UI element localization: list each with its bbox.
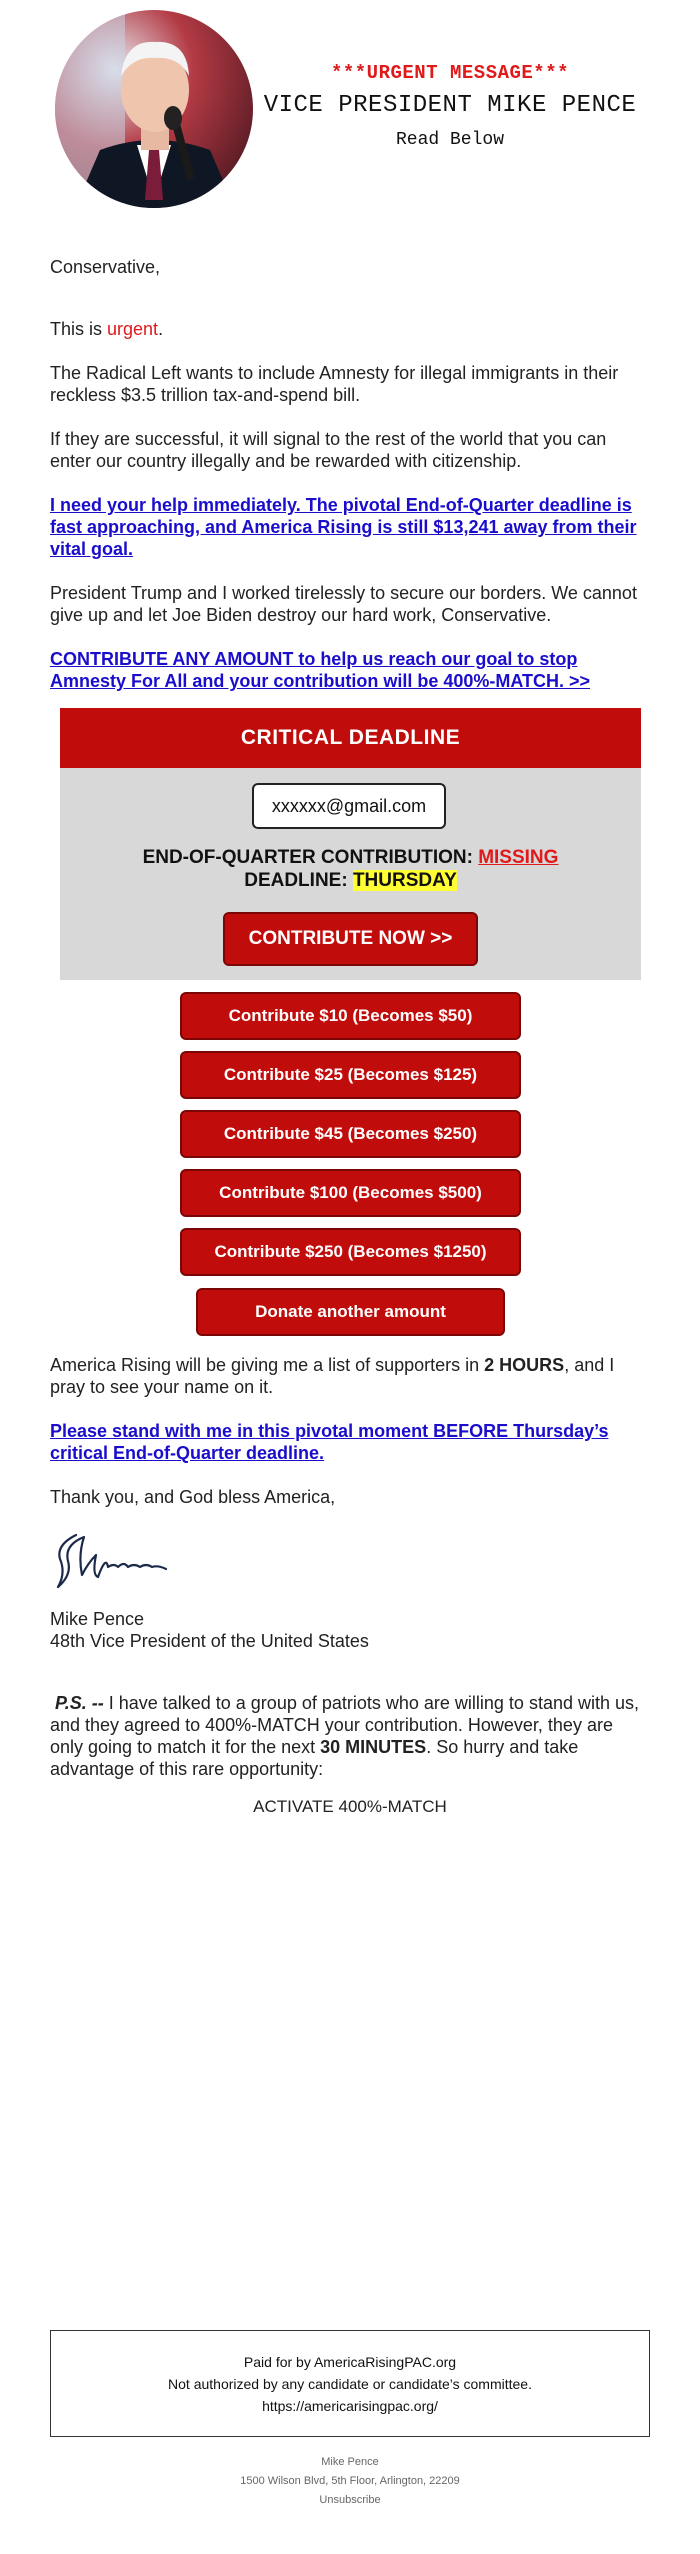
signature-name: Mike Pence	[50, 1609, 145, 1629]
mike-pence-portrait	[55, 10, 253, 208]
contribution-status-line	[60, 847, 641, 869]
signature-title: 48th Vice President of the United States	[50, 1631, 369, 1651]
paid-for-line: Paid for by AmericaRisingPAC.org	[243, 2353, 457, 2370]
urgent-prefix: This is	[50, 319, 108, 339]
stand-with-me-link[interactable]: Please stand with me in this pivotal moment BEFORE Thursday’s critical End-of-Quarter deadline.	[50, 1421, 609, 1463]
footer-address: 1500 Wilson Blvd, 5th Floor, Arlington, 22209	[240, 2475, 460, 2487]
urgent-message-heading: ***URGENT MESSAGE***	[330, 62, 570, 84]
list-text-post: , and I pray to see your name on it.	[50, 1355, 615, 1397]
email-field[interactable]: xxxxxx@gmail.com	[252, 783, 446, 829]
contribution-label: END-OF-QUARTER CONTRIBUTION:	[142, 847, 479, 868]
contribute-45-button[interactable]: Contribute $45 (Becomes $250)	[180, 1110, 521, 1158]
read-below-label: Read Below	[395, 130, 505, 150]
sender-name-heading: VICE PRESIDENT MIKE PENCE	[263, 92, 637, 119]
ps-text-post: . So hurry and take advantage of this rare opportunity:	[50, 1737, 579, 1779]
ps-paragraph	[50, 1692, 650, 1780]
paragraph-trump: President Trump and I worked tirelessly to secure our borders. We cannot give up and let Joe Biden destroy our hard work, Conservative.	[50, 583, 637, 625]
contribute-100-button[interactable]: Contribute $100 (Becomes $500)	[180, 1169, 521, 1217]
contribute-250-button[interactable]: Contribute $250 (Becomes $1250)	[180, 1228, 521, 1276]
ps-text-pre: I have talked to a group of patriots who are willing to stand with us, and they agreed to 400%-MATCH your contribution. However, they are only going to match it for the next	[50, 1693, 640, 1757]
paragraph-amnesty: The Radical Left wants to include Amnesty for illegal immigrants in their reckless $3.5 trillion tax-and-spend bill.	[50, 363, 619, 405]
ps-text-bold: 30 MINUTES	[320, 1737, 427, 1757]
deadline-label: DEADLINE:	[244, 870, 353, 891]
contribute-link-wrap	[50, 648, 650, 692]
paragraph-signal: If they are successful, it will signal to the rest of the world that you can enter our country illegally and be rewarded with citizenship.	[50, 429, 607, 471]
contribute-25-button[interactable]: Contribute $25 (Becomes $125)	[180, 1051, 521, 1099]
not-authorized-line: Not authorized by any candidate or candidate’s committee.	[168, 2375, 532, 2392]
thanks-line: Thank you, and God bless America,	[50, 1487, 336, 1507]
ps-label: P.S. --	[55, 1693, 104, 1713]
contribution-status: MISSING	[478, 847, 559, 868]
contribute-any-amount-link[interactable]: CONTRIBUTE ANY AMOUNT to help us reach our goal to stop Amnesty For All and your contribution will be 400%-MATCH. >>	[50, 649, 591, 691]
list-text-pre: America Rising will be giving me a list of supporters in	[50, 1355, 485, 1375]
help-link[interactable]: I need your help immediately. The pivotal End-of-Quarter deadline is fast approaching, and America Rising is still $13,241 away from their vital goal.	[50, 495, 637, 559]
list-text-bold: 2 HOURS	[484, 1355, 565, 1375]
signature-image	[48, 1525, 178, 1595]
supporters-list-paragraph	[50, 1354, 650, 1398]
critical-deadline-title: CRITICAL DEADLINE	[60, 708, 641, 768]
help-link-wrap	[50, 494, 650, 560]
stand-link-wrap	[50, 1420, 650, 1464]
unsubscribe-link[interactable]: Unsubscribe	[319, 2494, 381, 2506]
urgent-word: urgent	[107, 319, 159, 339]
pac-url[interactable]: https://americarisingpac.org/	[262, 2397, 438, 2414]
footer-sender: Mike Pence	[321, 2456, 379, 2468]
deadline-line	[60, 870, 641, 892]
contribute-10-button[interactable]: Contribute $10 (Becomes $50)	[180, 992, 521, 1040]
disclaimer-box	[50, 2330, 650, 2437]
urgent-suffix: .	[158, 319, 164, 339]
donate-another-amount-button[interactable]: Donate another amount	[196, 1288, 505, 1336]
urgent-line	[50, 318, 650, 340]
contribute-now-button[interactable]: CONTRIBUTE NOW >>	[223, 912, 478, 966]
activate-match-link[interactable]: ACTIVATE 400%-MATCH	[253, 1797, 447, 1816]
greeting: Conservative,	[50, 257, 161, 277]
deadline-day: THURSDAY	[352, 870, 457, 891]
